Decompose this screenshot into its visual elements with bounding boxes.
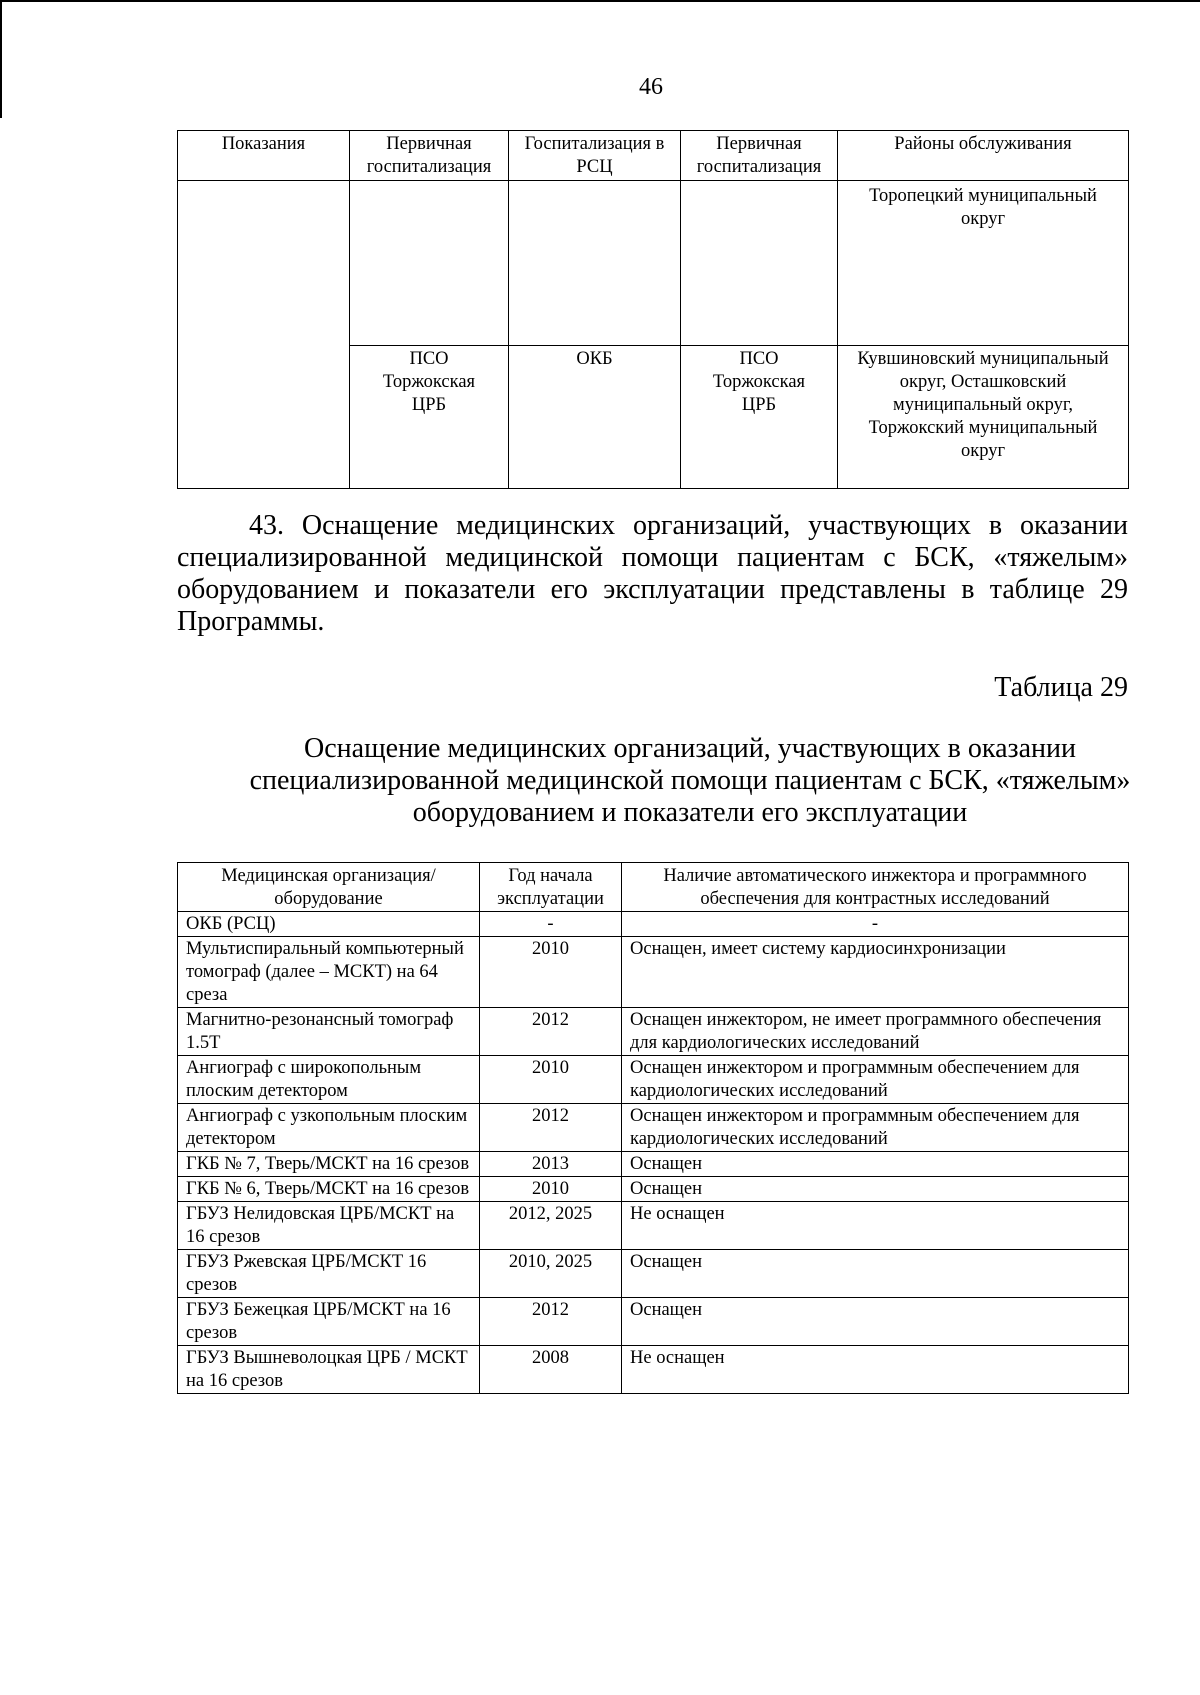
equipment-status-cell: Оснащен [622, 1152, 1129, 1177]
table-cell [350, 181, 509, 346]
organization-cell: ГБУЗ Бежецкая ЦРБ/МСКТ на 16 срезов [178, 1298, 480, 1346]
year-cell: 2012 [480, 1298, 622, 1346]
table-cell: ПСО Торжокская ЦРБ [681, 346, 838, 489]
table-row [178, 1056, 1129, 1104]
equipment-status-cell: Оснащен инжектором, не имеет программного обеспечения для кардиологических исследований [622, 1008, 1129, 1056]
organization-cell: Ангиограф с широкопольным плоским детектором [178, 1056, 480, 1104]
page-number: 46 [639, 74, 663, 100]
table-label: Таблица 29 [994, 672, 1128, 703]
year-cell: 2010 [480, 937, 622, 1008]
equipment-status-cell: Оснащен инжектором и программным обеспечением для кардиологических исследований [622, 1104, 1129, 1152]
table-row [178, 181, 1129, 346]
header-cell: Год начала эксплуатации [480, 863, 622, 912]
equipment-status-cell: Оснащен, имеет систему кардиосинхронизации [622, 937, 1129, 1008]
equipment-status-cell: Не оснащен [622, 1202, 1129, 1250]
indications-cell [178, 181, 350, 489]
service-area-cell: Торопецкий муниципальный округ [838, 181, 1129, 346]
organization-cell: Магнитно-резонансный томограф 1.5Т [178, 1008, 480, 1056]
year-cell: 2010 [480, 1177, 622, 1202]
year-cell: 2012, 2025 [480, 1202, 622, 1250]
table-row [178, 1250, 1129, 1298]
year-cell: 2010, 2025 [480, 1250, 622, 1298]
table-row [178, 1202, 1129, 1250]
year-cell: 2010 [480, 1056, 622, 1104]
organization-cell: ГБУЗ Вышневолоцкая ЦРБ / МСКТ на 16 срезов [178, 1346, 480, 1394]
equipment-status-cell: Оснащен [622, 1298, 1129, 1346]
table-cell: ПСО Торжокская ЦРБ [350, 346, 509, 489]
table-row [178, 1104, 1129, 1152]
equipment-status-cell: Не оснащен [622, 1346, 1129, 1394]
table-cell [509, 181, 681, 346]
header-cell: Первичная госпитализация [681, 131, 838, 181]
header-cell: Районы обслуживания [838, 131, 1129, 181]
header-cell: Медицинская организация/ оборудование [178, 863, 480, 912]
table-row [178, 912, 1129, 937]
equipment-status-cell: - [622, 912, 1129, 937]
organization-cell: ГБУЗ Ржевская ЦРБ/МСКТ 16 срезов [178, 1250, 480, 1298]
equipment-table [177, 862, 1129, 1394]
service-area-cell: Кувшиновский муниципальный округ, Осташковский муниципальный округ, Торжокский муниципальный округ [838, 346, 1129, 489]
header-cell: Наличие автоматического инжектора и программного обеспечения для контрастных исследований [622, 863, 1129, 912]
organization-cell: Мультиспиральный компьютерный томограф (далее – МСКТ) на 64 среза [178, 937, 480, 1008]
table-cell: ОКБ [509, 346, 681, 489]
year-cell: 2012 [480, 1104, 622, 1152]
table-title: Оснащение медицинских организаций, участвующих в оказании специализированной медицинской помощи пациентам с БСК, «тяжелым» оборудованием и показатели его эксплуатации [249, 733, 1131, 828]
organization-cell: ГБУЗ Нелидовская ЦРБ/МСКТ на 16 срезов [178, 1202, 480, 1250]
table-row [178, 1152, 1129, 1177]
organization-cell: ОКБ (РСЦ) [178, 912, 480, 937]
header-cell: Первичная госпитализация [350, 131, 509, 181]
table-header-row [178, 131, 1129, 181]
table-row [178, 1346, 1129, 1394]
organization-cell: Ангиограф с узкопольным плоским детектором [178, 1104, 480, 1152]
continuation-table [177, 130, 1129, 489]
header-cell: Показания [178, 131, 350, 181]
equipment-status-cell: Оснащен [622, 1250, 1129, 1298]
table-cell [681, 181, 838, 346]
year-cell: 2012 [480, 1008, 622, 1056]
table-row [178, 1008, 1129, 1056]
table-row [178, 937, 1129, 1008]
scan-edge-top [0, 0, 1200, 2]
equipment-status-cell: Оснащен [622, 1177, 1129, 1202]
section-paragraph: 43. Оснащение медицинских организаций, участвующих в оказании специализированной медицинской помощи пациентам с БСК, «тяжелым» оборудованием и показатели его эксплуатации представлены в таблице 29 Программы. [177, 510, 1128, 637]
year-cell: 2008 [480, 1346, 622, 1394]
year-cell: - [480, 912, 622, 937]
organization-cell: ГКБ № 7, Тверь/МСКТ на 16 срезов [178, 1152, 480, 1177]
table-row [178, 1298, 1129, 1346]
organization-cell: ГКБ № 6, Тверь/МСКТ на 16 срезов [178, 1177, 480, 1202]
year-cell: 2013 [480, 1152, 622, 1177]
header-cell: Госпитализация в РСЦ [509, 131, 681, 181]
table-row [178, 1177, 1129, 1202]
equipment-status-cell: Оснащен инжектором и программным обеспечением для кардиологических исследований [622, 1056, 1129, 1104]
table-header-row [178, 863, 1129, 912]
